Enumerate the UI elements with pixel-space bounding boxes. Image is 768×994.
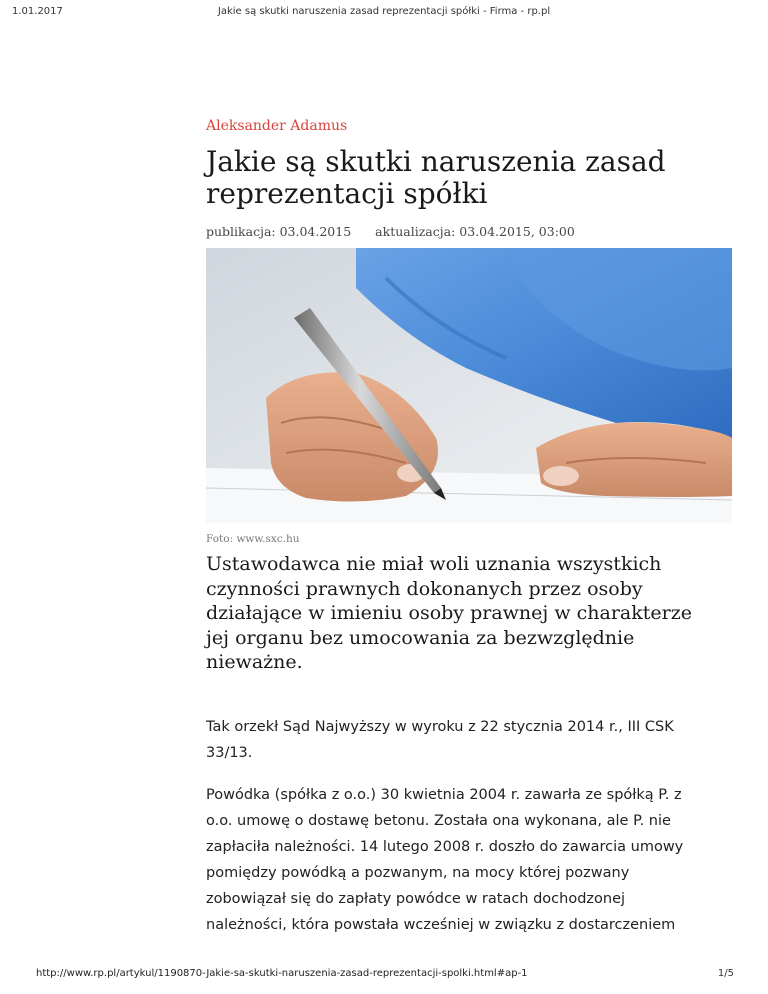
update-date: aktualizacja: 03.04.2015, 03:00 [375,224,575,239]
page-number: 1/5 [717,968,734,979]
article-lead: Ustawodawca nie miał woli uznania wszystkich czynności prawnych dokonanych przez osoby działające w imieniu osoby prawnej w charakterze jej organu bez umocowania za bezwzględnie nieważne. [206,553,692,673]
author-link[interactable]: Aleksander Adamus [206,118,348,134]
article-photo [206,248,732,523]
print-footer [0,968,768,984]
print-header [0,6,768,22]
publication-date: publikacja: 03.04.2015 [206,224,352,239]
print-url: http://www.rp.pl/artykul/1190870-Jakie-sa-skutki-naruszenia-zasad-reprezentacji-spolki.html#ap-1 [36,968,528,979]
article-dates [206,224,575,239]
article-title: Jakie są skutki naruszenia zasad reprezentacji spółki [206,145,666,210]
print-date: 1.01.2017 [12,6,63,17]
article-paragraph: Powódka (spółka z o.o.) 30 kwietnia 2004 r. zawarła ze spółką P. z o.o. umowę o dostawę betonu. Została ona wykonana, ale P. nie zapłaciła należności. 14 lutego 2008 r. doszło do zawarcia umowy pomiędzy powódką a pozwanym, na mocy której pozwany zobowiązał się do zapłaty powódce w ratach dochodzonej należności, która powstała wcześniej w związku z dostarczeniem [206,787,684,933]
article-paragraph: Tak orzekł Sąd Najwyższy w wyroku z 22 stycznia 2014 r., III CSK 33/13. [206,719,674,761]
print-page-title: Jakie są skutki naruszenia zasad reprezentacji spółki - Firma - rp.pl [217,6,551,17]
photo-hand-writing-with-pen [206,248,732,523]
photo-caption: Foto: www.sxc.hu [206,533,300,545]
